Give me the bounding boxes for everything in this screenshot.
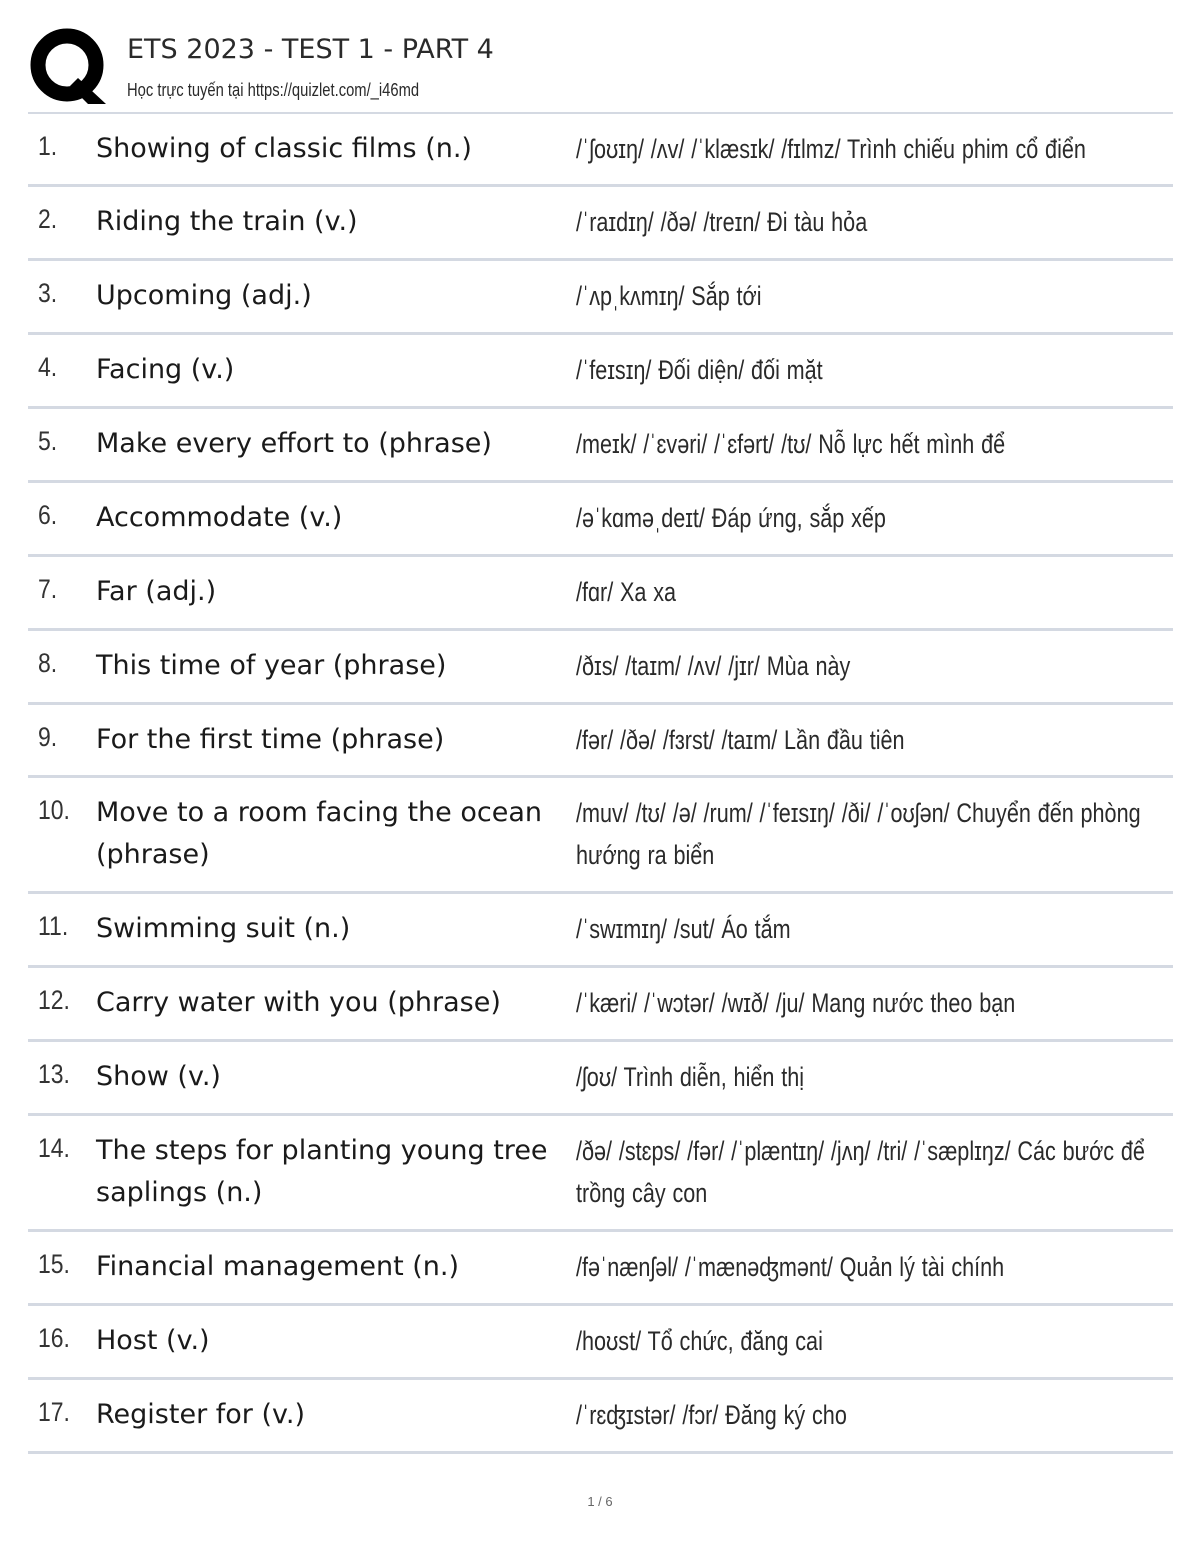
item-number: 9. — [38, 722, 58, 752]
item-definition-wrap — [576, 201, 1173, 243]
item-definition-wrap — [576, 719, 1173, 761]
item-term: Upcoming (adj.) — [96, 280, 312, 311]
item-number: 13. — [38, 1059, 70, 1089]
page-subtitle: Học trực tuyến tại https://quizlet.com/_i46md — [127, 80, 420, 100]
item-number: 12. — [38, 985, 70, 1015]
item-number: 15. — [38, 1249, 70, 1279]
list-item — [28, 705, 1173, 778]
item-definition: /ˈswɪmɪŋ/ /sut/ Áo tắm — [576, 914, 791, 944]
page-title: ETS 2023 - TEST 1 - PART 4 — [127, 34, 494, 65]
item-number: 8. — [38, 648, 58, 678]
item-term: Make every effort to (phrase) — [96, 428, 492, 459]
item-term: For the first time (phrase) — [96, 724, 445, 755]
item-definition-wrap — [576, 908, 1173, 950]
list-item — [28, 261, 1173, 335]
item-number: 1. — [38, 131, 58, 161]
item-number: 17. — [38, 1397, 70, 1427]
item-definition: /fəˈnænʃəl/ /ˈmænəʤmənt/ Quản lý tài chính — [576, 1252, 1005, 1282]
item-number: 3. — [38, 278, 58, 308]
list-item — [28, 1232, 1173, 1306]
vocabulary-list — [28, 112, 1173, 1454]
item-definition: /fɑr/ Xa xa — [576, 577, 677, 607]
item-term: Register for (v.) — [96, 1399, 305, 1430]
list-item — [28, 894, 1173, 968]
item-definition: /ˈrɛʤɪstər/ /fɔr/ Đăng ký cho — [576, 1400, 847, 1430]
item-definition: /ʃoʊ/ Trình diễn, hiển thị — [576, 1062, 805, 1092]
item-definition: /ˈkæri/ /ˈwɔtər/ /wɪð/ /ju/ Mang nước theo bạn — [576, 988, 1016, 1018]
list-item — [28, 968, 1173, 1042]
item-definition-wrap — [576, 1320, 1173, 1362]
item-number: 2. — [38, 204, 58, 234]
item-definition-wrap — [576, 571, 1173, 613]
item-term: Accommodate (v.) — [96, 502, 343, 533]
item-definition: /ˈraɪdɪŋ/ /ðə/ /treɪn/ Đi tàu hỏa — [576, 207, 868, 237]
item-term: Show (v.) — [96, 1061, 221, 1092]
item-definition: /ðɪs/ /taɪm/ /ʌv/ /jɪr/ Mùa này — [576, 651, 851, 681]
list-item — [28, 114, 1173, 187]
list-item — [28, 1380, 1173, 1454]
page-header — [30, 28, 1170, 108]
list-item — [28, 631, 1173, 705]
item-term: Showing of classic films (n.) — [96, 133, 472, 164]
item-term: This time of year (phrase) — [96, 650, 447, 681]
item-definition-wrap — [576, 1246, 1173, 1288]
quizlet-logo-icon — [30, 28, 108, 106]
list-item — [28, 1042, 1173, 1116]
item-definition-wrap — [576, 645, 1173, 687]
item-definition-wrap — [576, 1056, 1173, 1098]
item-term: Facing (v.) — [96, 354, 235, 385]
list-item — [28, 557, 1173, 631]
item-term: Financial management (n.) — [96, 1251, 460, 1282]
item-definition-wrap — [576, 128, 1173, 170]
list-item — [28, 409, 1173, 483]
item-number: 7. — [38, 574, 58, 604]
item-definition: /ˈfeɪsɪŋ/ Đối diện/ đối mặt — [576, 355, 823, 385]
item-number: 6. — [38, 500, 58, 530]
item-term: Move to a room facing the ocean (phrase) — [96, 797, 542, 870]
item-definition: /meɪk/ /ˈɛvəri/ /ˈɛfərt/ /tʊ/ Nỗ lực hết mình để — [576, 429, 1006, 459]
item-term: Far (adj.) — [96, 576, 217, 607]
item-term: The steps for planting young tree saplings (n.) — [96, 1135, 548, 1208]
item-definition: /ˈʃoʊɪŋ/ /ʌv/ /ˈklæsɪk/ /fɪlmz/ Trình chiếu phim cổ điển — [576, 134, 1086, 164]
item-definition-wrap — [576, 1130, 1173, 1214]
item-definition-wrap — [576, 423, 1173, 465]
item-definition: /ˈʌpˌkʌmɪŋ/ Sắp tới — [576, 281, 762, 311]
item-number: 10. — [38, 795, 70, 825]
list-item — [28, 483, 1173, 557]
item-definition-wrap — [576, 792, 1173, 876]
item-number: 11. — [38, 911, 69, 941]
item-definition-wrap — [576, 1394, 1173, 1436]
item-term: Carry water with you (phrase) — [96, 987, 501, 1018]
page-number: 1 / 6 — [587, 1494, 613, 1509]
list-item — [28, 1306, 1173, 1380]
item-definition-wrap — [576, 982, 1173, 1024]
item-definition: /ðə/ /stɛps/ /fər/ /ˈplæntɪŋ/ /jʌŋ/ /tri/ /ˈsæplɪŋz/ Các bước để trồng cây con — [576, 1136, 1145, 1208]
item-number: 16. — [38, 1323, 70, 1353]
item-definition: /fər/ /ðə/ /fɜrst/ /taɪm/ Lần đầu tiên — [576, 725, 905, 755]
item-number: 14. — [38, 1133, 70, 1163]
item-number: 4. — [38, 352, 58, 382]
list-item — [28, 335, 1173, 409]
list-item — [28, 187, 1173, 261]
item-definition: /əˈkɑməˌdeɪt/ Đáp ứng, sắp xếp — [576, 503, 886, 533]
item-term: Host (v.) — [96, 1325, 210, 1356]
item-definition-wrap — [576, 497, 1173, 539]
item-definition: /hoʊst/ Tổ chức, đăng cai — [576, 1326, 823, 1356]
list-item — [28, 1116, 1173, 1232]
item-term: Swimming suit (n.) — [96, 913, 351, 944]
item-number: 5. — [38, 426, 58, 456]
item-term: Riding the train (v.) — [96, 206, 358, 237]
list-item — [28, 778, 1173, 894]
item-definition: /muv/ /tʊ/ /ə/ /rum/ /ˈfeɪsɪŋ/ /ði/ /ˈoʊʃən/ Chuyển đến phòng hướng ra biển — [576, 798, 1141, 870]
item-definition-wrap — [576, 349, 1173, 391]
item-definition-wrap — [576, 275, 1173, 317]
